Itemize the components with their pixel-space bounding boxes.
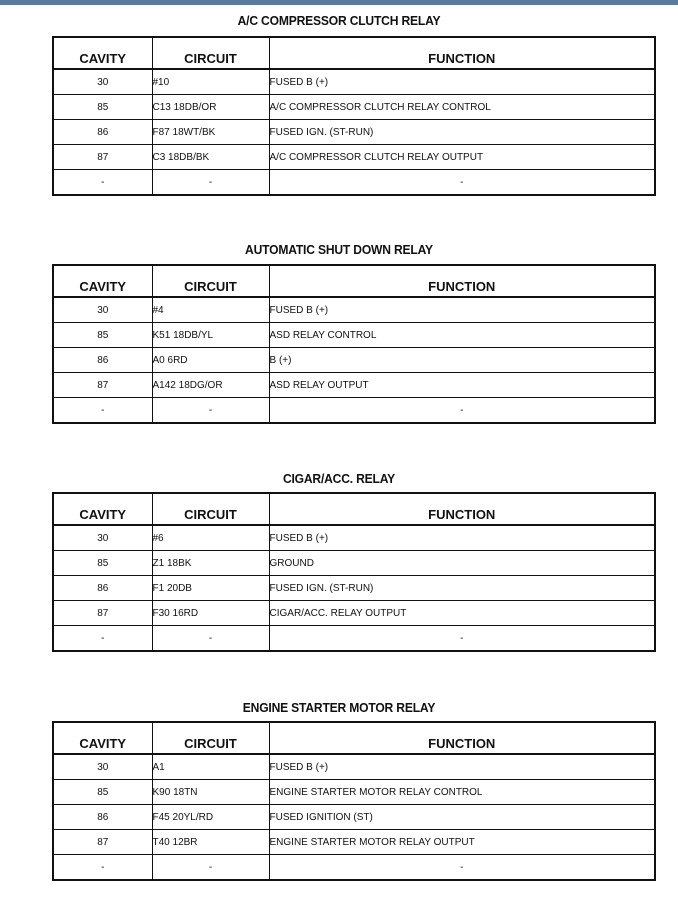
cavity-cell: 85 <box>53 95 152 120</box>
circuit-cell: #10 <box>152 69 269 95</box>
function-cell: CIGAR/ACC. RELAY OUTPUT <box>269 601 655 626</box>
table-row <box>53 323 655 348</box>
function-header: FUNCTION <box>269 37 655 69</box>
cavity-cell: 86 <box>53 348 152 373</box>
circuit-cell: Z1 18BK <box>152 551 269 576</box>
header-row <box>53 37 655 69</box>
function-header: FUNCTION <box>269 265 655 297</box>
circuit-header: CIRCUIT <box>152 37 269 69</box>
circuit-header: CIRCUIT <box>152 493 269 525</box>
circuit-cell: C3 18DB/BK <box>152 145 269 170</box>
function-cell: GROUND <box>269 551 655 576</box>
header-row <box>53 493 655 525</box>
table-row <box>53 95 655 120</box>
function-cell: FUSED B (+) <box>269 754 655 780</box>
circuit-cell: F87 18WT/BK <box>152 120 269 145</box>
table-row <box>53 120 655 145</box>
cavity-cell: 85 <box>53 323 152 348</box>
cavity-cell: - <box>53 626 152 652</box>
table-row <box>53 855 655 881</box>
cavity-cell: - <box>53 398 152 424</box>
circuit-cell: C13 18DB/OR <box>152 95 269 120</box>
cavity-cell: 85 <box>53 551 152 576</box>
circuit-cell: A1 <box>152 754 269 780</box>
function-cell: ASD RELAY OUTPUT <box>269 373 655 398</box>
cavity-header: CAVITY <box>53 265 152 297</box>
circuit-cell: #4 <box>152 297 269 323</box>
cavity-header: CAVITY <box>53 722 152 754</box>
circuit-cell: K51 18DB/YL <box>152 323 269 348</box>
cavity-cell: 87 <box>53 601 152 626</box>
relay-section-cigar-acc <box>0 470 678 644</box>
function-cell: A/C COMPRESSOR CLUTCH RELAY OUTPUT <box>269 145 655 170</box>
circuit-cell: #6 <box>152 525 269 551</box>
circuit-header: CIRCUIT <box>152 265 269 297</box>
cavity-cell: 86 <box>53 120 152 145</box>
table-row <box>53 626 655 652</box>
table-row <box>53 170 655 196</box>
section-title: CIGAR/ACC. RELAY <box>282 471 396 486</box>
section-title: AUTOMATIC SHUT DOWN RELAY <box>245 242 433 257</box>
cavity-cell: 87 <box>53 830 152 855</box>
function-cell: FUSED B (+) <box>269 525 655 551</box>
function-cell: - <box>269 626 655 652</box>
circuit-cell: A142 18DG/OR <box>152 373 269 398</box>
cavity-cell: 87 <box>53 145 152 170</box>
cavity-cell: 30 <box>53 297 152 323</box>
circuit-cell: K90 18TN <box>152 780 269 805</box>
table-row <box>53 754 655 780</box>
cavity-cell: - <box>53 170 152 196</box>
relay-section-engine-starter <box>0 699 678 873</box>
table-row <box>53 601 655 626</box>
table-row <box>53 780 655 805</box>
circuit-cell: A0 6RD <box>152 348 269 373</box>
header-row <box>53 265 655 297</box>
function-header: FUNCTION <box>269 493 655 525</box>
relay-section-ac-compressor <box>0 12 678 188</box>
table-row <box>53 297 655 323</box>
cavity-cell: 30 <box>53 69 152 95</box>
function-cell: - <box>269 398 655 424</box>
function-cell: FUSED B (+) <box>269 69 655 95</box>
function-cell: ENGINE STARTER MOTOR RELAY OUTPUT <box>269 830 655 855</box>
section-title: A/C COMPRESSOR CLUTCH RELAY <box>237 13 441 28</box>
table-row <box>53 805 655 830</box>
relay-section-auto-shut-down <box>0 241 678 416</box>
cavity-cell: - <box>53 855 152 881</box>
cavity-header: CAVITY <box>53 493 152 525</box>
table-row <box>53 830 655 855</box>
table-row <box>53 576 655 601</box>
relay-table <box>52 36 656 196</box>
function-cell: - <box>269 855 655 881</box>
relay-table <box>52 721 656 881</box>
cavity-cell: 87 <box>53 373 152 398</box>
function-cell: ENGINE STARTER MOTOR RELAY CONTROL <box>269 780 655 805</box>
circuit-cell: - <box>152 398 269 424</box>
relay-table <box>52 492 656 652</box>
function-cell: FUSED B (+) <box>269 297 655 323</box>
circuit-cell: - <box>152 170 269 196</box>
function-cell: FUSED IGNITION (ST) <box>269 805 655 830</box>
circuit-header: CIRCUIT <box>152 722 269 754</box>
top-border-bar <box>0 0 678 5</box>
table-row <box>53 373 655 398</box>
section-title: ENGINE STARTER MOTOR RELAY <box>242 700 436 715</box>
cavity-cell: 86 <box>53 576 152 601</box>
table-row <box>53 398 655 424</box>
table-row <box>53 145 655 170</box>
table-row <box>53 69 655 95</box>
function-cell: A/C COMPRESSOR CLUTCH RELAY CONTROL <box>269 95 655 120</box>
circuit-cell: - <box>152 626 269 652</box>
table-row <box>53 348 655 373</box>
circuit-cell: F1 20DB <box>152 576 269 601</box>
relay-table <box>52 264 656 424</box>
circuit-cell: - <box>152 855 269 881</box>
cavity-cell: 86 <box>53 805 152 830</box>
function-cell: FUSED IGN. (ST-RUN) <box>269 576 655 601</box>
circuit-cell: T40 12BR <box>152 830 269 855</box>
circuit-cell: F30 16RD <box>152 601 269 626</box>
cavity-header: CAVITY <box>53 37 152 69</box>
circuit-cell: F45 20YL/RD <box>152 805 269 830</box>
function-cell: ASD RELAY CONTROL <box>269 323 655 348</box>
table-row <box>53 525 655 551</box>
function-header: FUNCTION <box>269 722 655 754</box>
cavity-cell: 30 <box>53 754 152 780</box>
table-row <box>53 551 655 576</box>
function-cell: - <box>269 170 655 196</box>
header-row <box>53 722 655 754</box>
cavity-cell: 30 <box>53 525 152 551</box>
function-cell: B (+) <box>269 348 655 373</box>
function-cell: FUSED IGN. (ST-RUN) <box>269 120 655 145</box>
cavity-cell: 85 <box>53 780 152 805</box>
